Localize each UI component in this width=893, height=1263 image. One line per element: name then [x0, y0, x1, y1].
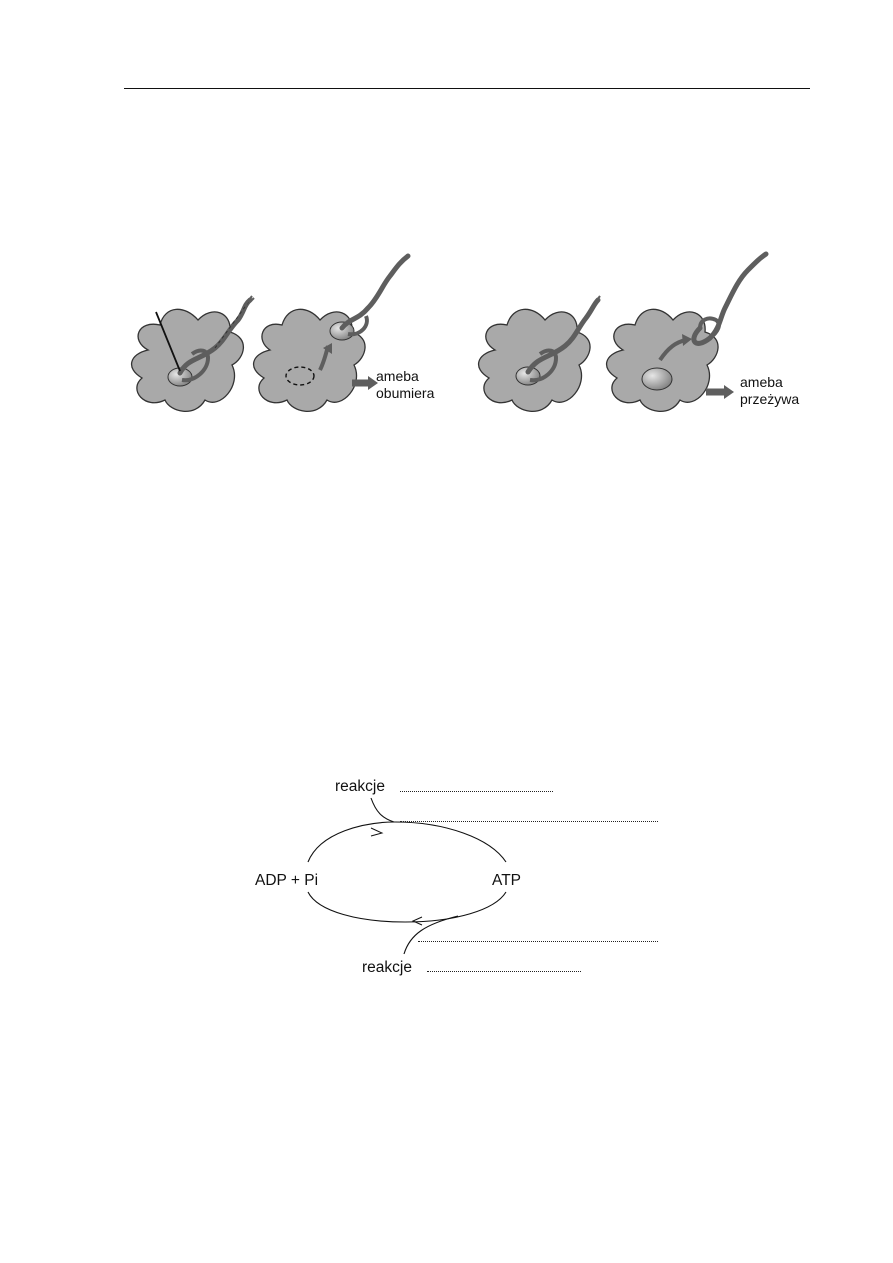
top-reaction-blank-2[interactable] [400, 821, 658, 822]
top-reaction-blank-1[interactable] [400, 791, 553, 792]
amoeba-body-3 [479, 309, 590, 411]
atp-adp-cycle [240, 770, 680, 990]
retained-nucleus-4 [642, 368, 672, 390]
cycle-lower-arc [308, 892, 506, 922]
amoeba-bacteria-figure [120, 250, 820, 430]
bottom-reaction-label: reakcje [362, 959, 412, 976]
upper-arrowhead [371, 828, 382, 836]
amoeba-body-1 [132, 309, 244, 411]
bottom-reaction-blank-2[interactable] [427, 971, 581, 972]
outcome-survives-line-2: przeżywa [740, 391, 800, 407]
bottom-reaction-blank-1[interactable] [418, 941, 658, 942]
atp-node: ATP [492, 872, 521, 889]
adp-pi-node: ADP + Pi [255, 872, 319, 889]
outcome-dies-line-2: obumiera [376, 385, 435, 401]
outcome-survives-line-1: ameba [740, 374, 783, 390]
lower-arrowhead [413, 917, 422, 925]
header-rule [124, 88, 810, 89]
amoeba-panel-1 [132, 296, 254, 411]
amoeba-illustration [120, 250, 820, 430]
outcome-dies-line-1: ameba [376, 368, 419, 384]
top-branch-line [371, 798, 394, 822]
cycle-upper-arc [308, 822, 506, 862]
amoeba-panel-3 [479, 296, 600, 411]
bacterium-strand-2 [342, 256, 408, 328]
top-reaction-label: reakcje [335, 778, 385, 795]
